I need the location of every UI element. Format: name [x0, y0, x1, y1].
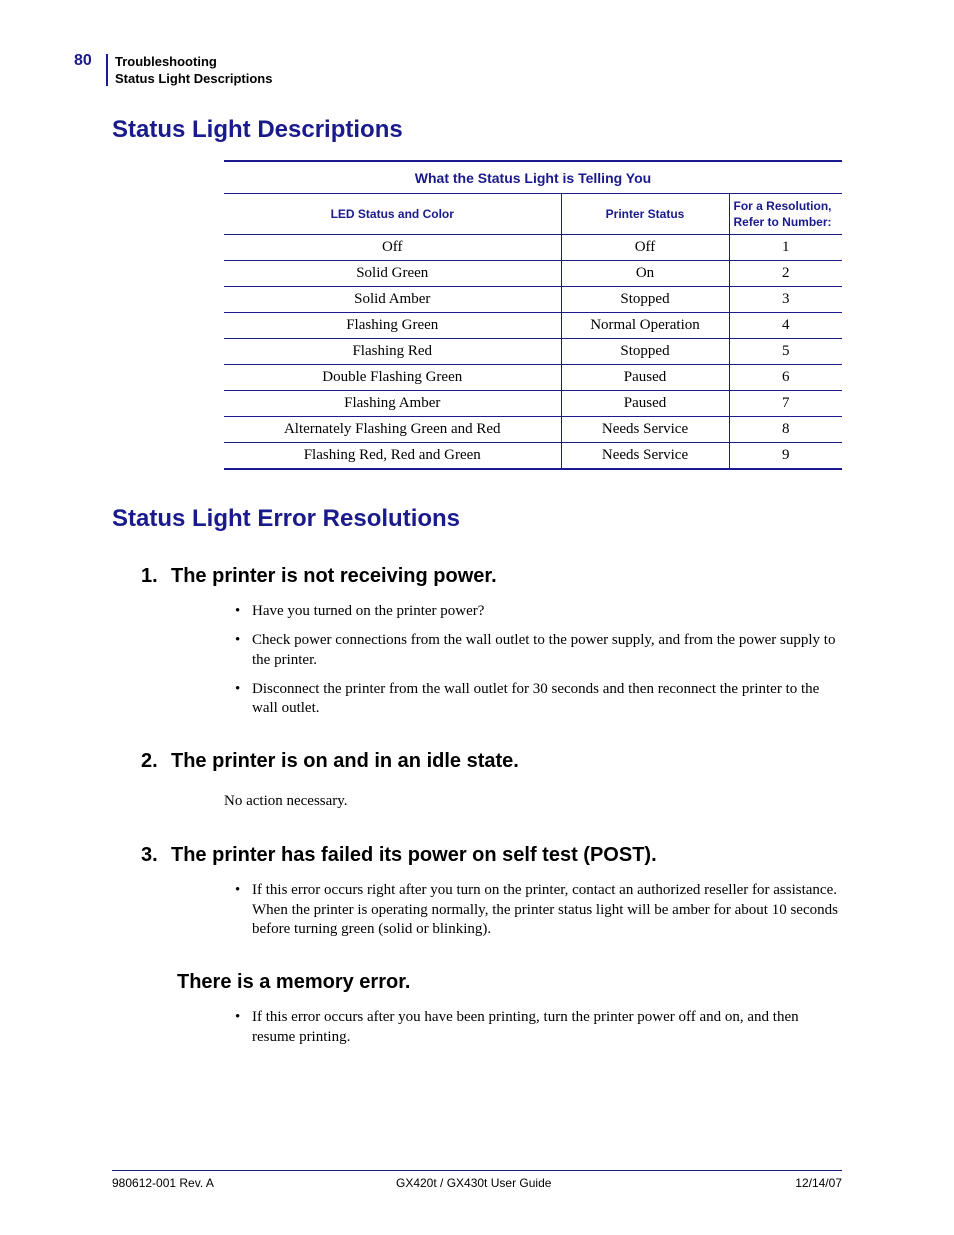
header-section: Status Light Descriptions: [115, 71, 273, 86]
resolution-2-heading: [141, 750, 519, 773]
cell-resolution-number: 9: [729, 443, 842, 470]
cell-led-status: Flashing Amber: [224, 391, 561, 417]
resolution-number: 3.: [141, 844, 158, 866]
column-header-printer-status: Printer Status: [561, 194, 729, 235]
status-light-table: [224, 160, 842, 470]
column-header-led-status: LED Status and Color: [224, 194, 561, 235]
cell-led-status: Alternately Flashing Green and Red: [224, 417, 561, 443]
table-row: [224, 261, 842, 287]
cell-led-status: Flashing Red: [224, 339, 561, 365]
cell-resolution-number: 2: [729, 261, 842, 287]
page-number: 80: [74, 52, 92, 69]
table-row: [224, 235, 842, 261]
table-row: [224, 339, 842, 365]
cell-printer-status: Off: [561, 235, 729, 261]
cell-printer-status: Stopped: [561, 287, 729, 313]
cell-printer-status: Paused: [561, 391, 729, 417]
cell-resolution-number: 1: [729, 235, 842, 261]
column-header-resolution: For a Resolution, Refer to Number:: [729, 194, 842, 235]
table-row: [224, 287, 842, 313]
section-title-status-light-descriptions: Status Light Descriptions: [112, 116, 403, 143]
cell-led-status: Flashing Red, Red and Green: [224, 443, 561, 470]
table-row: [224, 313, 842, 339]
resolution-3-heading: [141, 844, 657, 867]
cell-resolution-number: 4: [729, 313, 842, 339]
cell-resolution-number: 6: [729, 365, 842, 391]
resolution-2-text: No action necessary.: [224, 793, 348, 809]
cell-printer-status: Paused: [561, 365, 729, 391]
list-item: • If this error occurs after you have been printing, turn the printer power off and on, and then resume printing.: [233, 1008, 843, 1047]
table-row: [224, 443, 842, 470]
cell-printer-status: On: [561, 261, 729, 287]
memory-error-bullets: [233, 1008, 843, 1047]
cell-printer-status: Normal Operation: [561, 313, 729, 339]
header-divider: [106, 54, 108, 86]
footer-guide-title: GX420t / GX430t User Guide: [396, 1176, 552, 1190]
header-chapter: Troubleshooting: [115, 54, 217, 69]
resolution-title: The printer is not receiving power.: [171, 565, 497, 587]
cell-led-status: Solid Green: [224, 261, 561, 287]
list-item: • Have you turned on the printer power?: [233, 602, 843, 622]
table-title: What the Status Light is Telling You: [224, 161, 842, 194]
resolution-number: 1.: [141, 565, 158, 587]
running-header: [115, 53, 272, 87]
footer-divider: [112, 1170, 842, 1171]
cell-resolution-number: 7: [729, 391, 842, 417]
cell-printer-status: Needs Service: [561, 417, 729, 443]
table-row: [224, 391, 842, 417]
list-item: • Disconnect the printer from the wall outlet for 30 seconds and then reconnect the printer to the wall outlet.: [233, 680, 843, 719]
table-row: [224, 417, 842, 443]
footer-doc-number: 980612-001 Rev. A: [112, 1176, 214, 1190]
cell-resolution-number: 5: [729, 339, 842, 365]
cell-printer-status: Stopped: [561, 339, 729, 365]
resolution-title: The printer has failed its power on self test (POST).: [171, 844, 657, 866]
resolution-1-heading: [141, 565, 497, 588]
cell-led-status: Double Flashing Green: [224, 365, 561, 391]
cell-led-status: Solid Amber: [224, 287, 561, 313]
footer-date: 12/14/07: [795, 1176, 842, 1190]
section-title-error-resolutions: Status Light Error Resolutions: [112, 505, 461, 532]
cell-resolution-number: 8: [729, 417, 842, 443]
resolution-title: The printer is on and in an idle state.: [171, 750, 519, 772]
list-item: • If this error occurs right after you turn on the printer, contact an authorized reseller for assistance. When the printer is operating normally, the printer status light will be amber for about 10 seconds before turning green (solid or blinking).: [233, 881, 843, 940]
table-row: [224, 365, 842, 391]
resolution-number: 2.: [141, 750, 158, 772]
resolution-1-bullets: [233, 602, 843, 719]
memory-error-heading: There is a memory error.: [177, 971, 411, 993]
cell-led-status: Flashing Green: [224, 313, 561, 339]
cell-led-status: Off: [224, 235, 561, 261]
cell-printer-status: Needs Service: [561, 443, 729, 470]
resolution-3-bullets: [233, 881, 843, 940]
list-item: • Check power connections from the wall outlet to the power supply, and from the power supply to the printer.: [233, 631, 843, 670]
cell-resolution-number: 3: [729, 287, 842, 313]
